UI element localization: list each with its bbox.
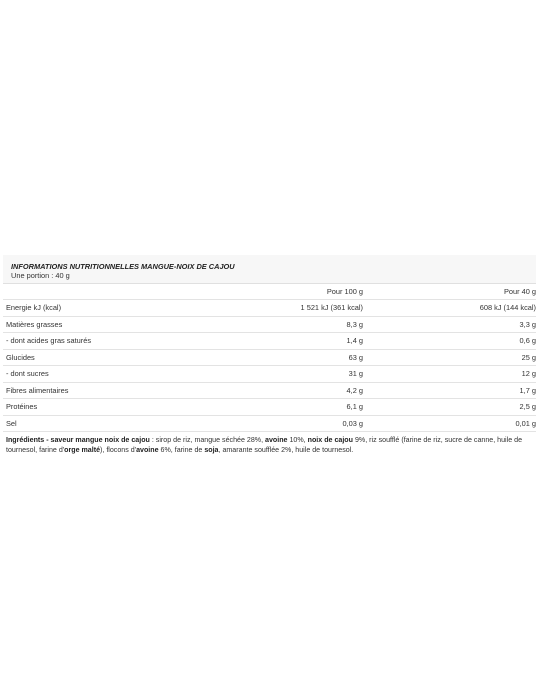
row-label: Protéines — [6, 402, 38, 412]
ingredients-segment: 9%, riz soufflé (farine de riz, sucre de canne, huile de tournesol, farine d' — [6, 436, 523, 454]
ingredients-label: Ingrédients - saveur mangue noix de cajou — [6, 436, 150, 444]
table-row — [3, 383, 536, 400]
row-value-per-40g: 3,3 g — [519, 319, 536, 329]
table-row — [3, 350, 536, 367]
allergen-avoine: avoine — [265, 436, 288, 444]
row-value-per-40g: 2,5 g — [519, 402, 536, 412]
row-value-per-100g: 1,4 g — [346, 336, 363, 346]
table-row — [3, 416, 536, 433]
row-value-per-100g: 6,1 g — [346, 402, 363, 412]
nutrition-panel — [3, 255, 536, 455]
allergen-avoine-flocons: avoine — [136, 445, 159, 454]
row-value-per-100g: 1 521 kJ (361 kcal) — [300, 303, 363, 313]
table-row — [3, 300, 536, 317]
row-value-per-40g: 1,7 g — [519, 385, 536, 395]
table-header — [3, 283, 536, 300]
row-label: Matières grasses — [6, 319, 63, 329]
nutrition-header — [3, 255, 536, 283]
table-row — [3, 333, 536, 350]
row-value-per-40g: 0,01 g — [515, 418, 536, 428]
ingredients-segment: , amarante soufflée 2%, huile de tournesol. — [218, 445, 354, 454]
allergen-orge-malte: orge malté — [64, 445, 101, 454]
row-value-per-100g: 4,2 g — [346, 385, 363, 395]
table-row — [3, 366, 536, 383]
row-value-per-40g: 0,6 g — [519, 336, 536, 346]
allergen-soja: soja — [204, 445, 219, 454]
column-header-per-40g: Pour 40 g — [503, 287, 536, 296]
row-label: Fibres alimentaires — [6, 385, 69, 395]
row-value-per-100g: 63 g — [348, 352, 363, 362]
ingredients-segment: 10%, — [287, 436, 308, 444]
row-label: Sel — [6, 418, 17, 428]
row-value-per-100g: 31 g — [348, 369, 363, 379]
row-label: - dont acides gras saturés — [6, 336, 92, 346]
allergen-noix-de-cajou: noix de cajou — [307, 436, 353, 444]
row-label: Glucides — [6, 352, 35, 362]
column-header-per-100g: Pour 100 g — [326, 287, 363, 296]
row-value-per-40g: 25 g — [521, 352, 536, 362]
row-value-per-40g: 12 g — [521, 369, 536, 379]
portion-size: Une portion : 40 g — [11, 271, 70, 280]
table-row — [3, 317, 536, 334]
ingredients-segment: 6%, farine de — [158, 445, 205, 454]
ingredients-segment: ), flocons d' — [100, 445, 137, 454]
row-value-per-100g: 0,03 g — [342, 418, 363, 428]
row-label: - dont sucres — [6, 369, 49, 379]
nutrition-title: INFORMATIONS NUTRITIONNELLES MANGUE-NOIX DE CAJOU — [11, 262, 235, 271]
row-label: Energie kJ (kcal) — [6, 303, 62, 313]
ingredients-text — [3, 432, 536, 455]
ingredients-segment: : sirop de riz, mangue séchée 28%, — [149, 436, 266, 444]
row-value-per-40g: 608 kJ (144 kcal) — [479, 303, 536, 313]
row-value-per-100g: 8,3 g — [346, 319, 363, 329]
table-row — [3, 399, 536, 416]
